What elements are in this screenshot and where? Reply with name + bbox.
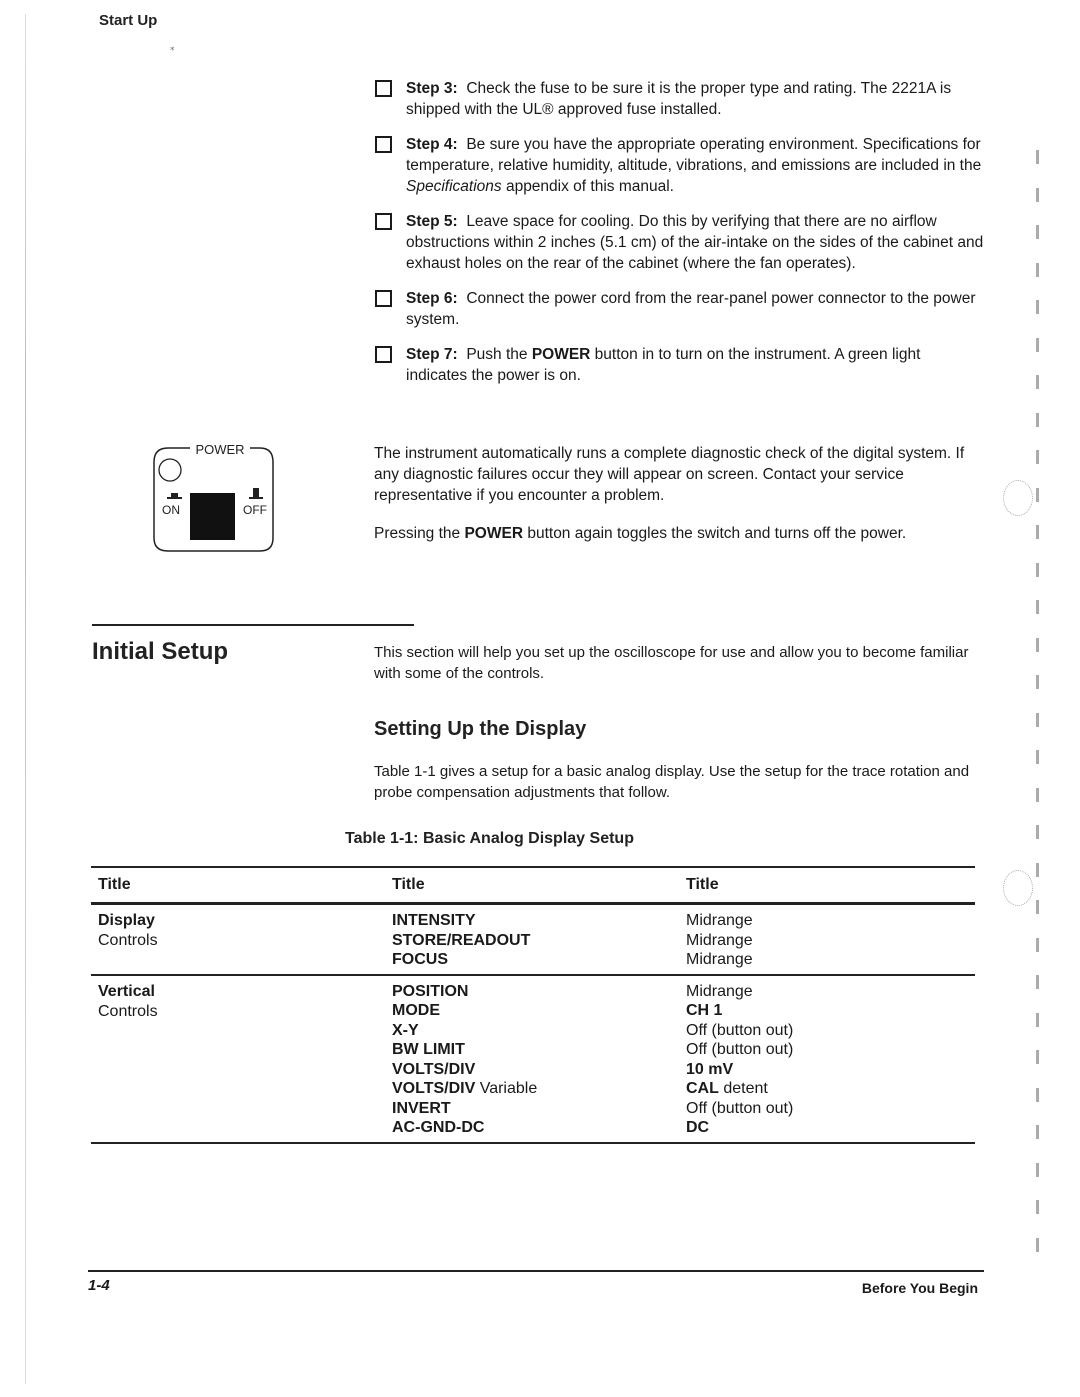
column-header: Title	[686, 876, 719, 893]
step-text: Push the	[466, 346, 532, 363]
on-label: ON	[162, 503, 180, 517]
control-name	[392, 931, 530, 951]
table-row	[392, 982, 975, 1002]
control-name	[392, 950, 448, 970]
setting-value: 10 mV	[686, 1060, 734, 1078]
footer-chapter-title: Before You Begin	[861, 1280, 978, 1296]
step-text: Check the fuse to be sure it is the proper type and rating. The 2221A is shipped with the UL® approved fuse installed.	[406, 80, 952, 118]
control-label: X-Y	[392, 1021, 419, 1039]
power-toggle-paragraph	[374, 523, 984, 544]
step-text: Be sure you have the appropriate operating environment. Specifications for temperature, relative humidity, altitude, vibrations, and emissions are included in the	[406, 136, 982, 174]
table-group-vertical	[91, 976, 975, 1142]
table-row	[392, 950, 975, 970]
checkbox[interactable]	[375, 136, 392, 153]
control-label: FOCUS	[392, 951, 448, 968]
control-name	[392, 1079, 537, 1099]
control-name	[392, 1001, 440, 1021]
checkbox[interactable]	[375, 346, 392, 363]
group-name: Display	[98, 912, 155, 929]
table-group-display	[91, 905, 975, 974]
step-label: Step 5:	[406, 213, 458, 230]
control-name	[392, 1060, 475, 1080]
running-head: Start Up	[99, 12, 158, 29]
step-list	[374, 78, 984, 400]
table-header-row	[91, 868, 975, 902]
step-3	[374, 78, 984, 120]
group-rows	[91, 905, 975, 974]
control-label: INVERT	[392, 1099, 451, 1117]
control-suffix: Variable	[475, 1080, 538, 1097]
on-position-icon	[171, 493, 178, 497]
column-header: Title	[98, 876, 131, 893]
off-position-base	[249, 497, 263, 499]
group-subname: Controls	[98, 932, 158, 949]
punch-hole-mark	[1003, 870, 1033, 906]
group-label	[98, 911, 158, 951]
step-6	[374, 288, 984, 330]
group-name: Vertical	[98, 982, 155, 1000]
step-label: Step 3:	[406, 80, 458, 97]
control-label: INTENSITY	[392, 912, 476, 929]
power-indicator-lamp	[159, 459, 181, 481]
step-label: Step 4:	[406, 136, 458, 153]
value-suffix: detent	[718, 1080, 768, 1097]
off-position-icon	[253, 488, 259, 497]
group-label	[98, 982, 158, 1022]
setting-value: DC	[686, 1119, 710, 1136]
scan-speck: ⁎	[170, 42, 175, 52]
table-row	[392, 911, 975, 931]
setup-table	[91, 866, 975, 1144]
scan-margin-marks	[1036, 150, 1052, 1275]
setting-value: Midrange	[686, 912, 753, 929]
scan-edge	[25, 14, 26, 1384]
step-5	[374, 211, 984, 274]
setting-value: Off (button out)	[686, 1099, 794, 1117]
power-title: POWER	[195, 442, 245, 457]
control-name	[392, 911, 476, 931]
control-label: VOLTS/DIV	[392, 1080, 476, 1097]
table-row	[392, 1060, 975, 1080]
specifications-ref: Specifications	[406, 178, 502, 195]
table-row	[392, 1001, 975, 1021]
checkbox[interactable]	[375, 213, 392, 230]
power-switch-illustration	[150, 438, 276, 554]
section-title: Initial Setup	[92, 638, 229, 665]
setting-value: Off (button out)	[686, 1041, 794, 1058]
setting-value	[686, 1079, 768, 1099]
display-intro-paragraph: Table 1-1 gives a setup for a basic analog display. Use the setup for the trace rotation and probe compensation adjustments that follow.	[374, 763, 970, 801]
power-keyword: POWER	[464, 525, 524, 542]
control-name	[392, 1021, 419, 1041]
on-position-base	[167, 497, 182, 499]
step-label: Step 6:	[406, 290, 458, 307]
punch-hole-mark	[1003, 480, 1033, 516]
setting-value: Midrange	[686, 982, 753, 1000]
setting-value: CH 1	[686, 1002, 723, 1019]
value-label: CAL	[686, 1080, 719, 1097]
paragraph-text: Pressing the	[374, 525, 465, 542]
table-row	[392, 1079, 975, 1099]
subsection-title: Setting Up the Display	[374, 718, 587, 740]
footer-rule	[88, 1270, 984, 1272]
table-row	[392, 1021, 975, 1041]
checkbox[interactable]	[375, 80, 392, 97]
section-divider	[92, 624, 414, 626]
control-label: BW LIMIT	[392, 1041, 465, 1058]
checkbox[interactable]	[375, 290, 392, 307]
power-keyword: POWER	[531, 346, 591, 363]
control-name	[392, 982, 468, 1002]
table-caption: Table 1-1: Basic Analog Display Setup	[345, 830, 634, 847]
control-label: STORE/READOUT	[392, 931, 531, 949]
setting-value: Off (button out)	[686, 1021, 794, 1039]
step-text: Connect the power cord from the rear-panel power connector to the power system.	[406, 290, 976, 328]
paragraph-text-end: button again toggles the switch and turns off the power.	[523, 525, 907, 542]
control-label: VOLTS/DIV	[392, 1060, 476, 1078]
step-text-end: button in to turn on the instrument. A green light indicates the power is on.	[406, 346, 921, 384]
control-label: MODE	[392, 1002, 440, 1019]
table-row	[392, 1099, 975, 1119]
setting-value: Midrange	[686, 931, 753, 949]
diagnostic-paragraph: The instrument automatically runs a complete diagnostic check of the digital system. If any diagnostic failures occur they will appear on screen. Contact your service representative if you encounter a problem.	[374, 445, 965, 504]
step-7	[374, 344, 984, 386]
off-label: OFF	[243, 503, 267, 517]
power-switch-button	[190, 493, 235, 540]
step-4	[374, 134, 984, 197]
control-label: AC-GND-DC	[392, 1119, 485, 1136]
column-header: Title	[392, 876, 425, 893]
step-text-end: appendix of this manual.	[501, 178, 674, 195]
initial-setup-paragraph: This section will help you set up the oscilloscope for use and allow you to become familiar with some of the controls.	[374, 644, 969, 682]
control-name	[392, 1040, 465, 1060]
table-row	[392, 1118, 975, 1138]
control-label: POSITION	[392, 982, 469, 1000]
page-number: 1-4	[88, 1277, 110, 1294]
table-row	[392, 1040, 975, 1060]
control-name	[392, 1099, 451, 1119]
group-rows	[91, 976, 975, 1142]
table-row	[392, 931, 975, 951]
group-subname: Controls	[98, 1002, 158, 1020]
step-label: Step 7:	[406, 346, 458, 363]
setting-value: Midrange	[686, 951, 753, 968]
control-name	[392, 1118, 484, 1138]
table-bottom-rule	[91, 1142, 975, 1144]
step-text: Leave space for cooling. Do this by verifying that there are no airflow obstructions within 2 inches (5.1 cm) of the air-intake on the sides of the cabinet and exhaust holes on the rear of the cabinet (where the fan operates).	[406, 213, 984, 272]
